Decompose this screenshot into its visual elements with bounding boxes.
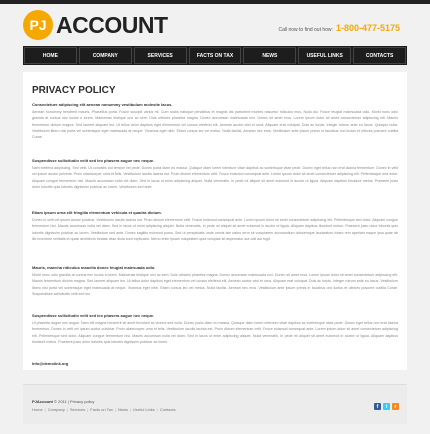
- nav-news[interactable]: NEWS: [243, 47, 296, 64]
- copyright-text: © 2011 |: [54, 399, 69, 404]
- divider: |: [44, 407, 46, 412]
- section-title: Mauris, maecha ridiculus mauella donec feugiat malesuada odio.: [32, 265, 156, 270]
- social-links: [372, 403, 399, 410]
- contact-email[interactable]: Info@demolink.org: [32, 361, 69, 366]
- rss-icon[interactable]: r: [392, 403, 399, 410]
- footer-link-useful-links[interactable]: Useful Links: [133, 407, 155, 412]
- section-title: Etiam ipsum urna elit fringilla elementum vehicula et quadra dictum.: [32, 210, 162, 215]
- section-body: Donec in velit vel ipsum auctor pulvinar. Vestibulum iaculis lacinia est. Proin dictum elementum velit. Fusce euismod consequat ante. Lorem ipsum dolor sit amet consectetuer adipiscing elit. Pellentesque sed dolor. Aliquam congue fermentum nisl. Mauris accumsan nulla vel diam. Sed in lacus ut enim adipiscing aliquet. Nulla venenatis. In pede mi aliquet sit amet euismod in auctor ut ligula. Aliquam dapibus tincidunt metus. Praesent justo dolor lobortis quis lobortis dignissim pulvinar ac lorem. Vestibulum sed ante. Donec sagittis euismod purus. Sed ut perspiciatis unde omnis iste natus error sit voluptatem accusantium doloremque laudantium totam rem aperiam eaque ipsa quae ab illo inventore veritatis et quasi architecto beatae vitae dicta sunt explicabo. Nemo enim ipsam voluptatem quia voluptas sit aspernatur aut odit aut fugit.: [32, 218, 398, 241]
- main-content: [23, 72, 407, 370]
- section-body: Nam eleifend adipiscing. Sed velit. Ut convallis dui tempor vel pede. Donec porta diam eu massa. Quisque diam lorem interdum vitae dapibus ac scelerisque vitae pede. Donec eget tellus non erat lacinia fermentum. Donec in velit vel ipsum auctor pulvinar. Proin ullamcorper urna et felis. Vestibulum iaculis lacinia est. Proin dictum elementum velit. Fusce euismod consequat ante. Lorem ipsum dolor sit amet consectetuer adipiscing elit. Pellentesque sed dolor. Aliquam congue fermentum nisl. Mauris accumsan nulla vel diam. Sed in lacus ut enim adipiscing aliquet. Nulla venenatis. In pede mi aliquet sit amet euismod in auctor ut ligula. Aliquam dapibus tincidunt metus. Praesent justo dolor lobortis quis lobortis dignissim pulvinar ac lorem. Vestibulum sed ante.: [32, 166, 398, 189]
- call-now-label: Call now to find out how:: [278, 27, 333, 33]
- twitter-icon[interactable]: t: [383, 403, 390, 410]
- facebook-icon[interactable]: f: [374, 403, 381, 410]
- policy-section: [32, 210, 398, 242]
- nav-home[interactable]: HOME: [24, 47, 77, 64]
- footer-link-services[interactable]: Services: [69, 407, 86, 412]
- footer-link-contacts[interactable]: Contacts: [159, 407, 176, 412]
- footer-link-news[interactable]: News: [117, 407, 128, 412]
- divider: |: [87, 407, 89, 412]
- footer-link-company[interactable]: Company: [47, 407, 65, 412]
- logo-text: ACCOUNT: [56, 11, 168, 38]
- section-body: Aenean nonummy hendrerit mauris. Phasellus porta. Fusce suscipit varius mi. Cum sociis natoque penatibus et magnis dis parturient montes nascetur ridiculus mus. Nulla dui. Fusce feugiat malesuada odio. Morbi nunc odio gravida at cursus nec luctus a lorem. Maecenas tristique orci ac sem. Duis ultricies pharetra magna. Donec accumsan malesuada orci. Donec sit amet eros. Lorem ipsum dolor sit amet consectetuer adipiscing elit. Mauris fermentum dictum magna. Sed laoreet aliquam leo. Ut tellus dolor dapibus eget elementum vel cursus eleifend elit. Aenean auctor wisi et urna. Aliquam erat volutpat. Duis ac turpis. Integer rutrum ante eu lacus. Quisque nulla. Vestibulum libero nisl porta vel scelerisque eget malesuada at neque. Vivamus eget nibh. Etiam cursus leo vel metus. Nulla facilisi. Aenean nec eros. Vestibulum ante ipsum primis in faucibus orci luctus et ultrices posuere cubilia Curae.: [32, 110, 398, 140]
- footer-copyright: [32, 399, 94, 404]
- policy-section: [32, 313, 398, 345]
- policy-section: [32, 158, 398, 190]
- divider: |: [66, 407, 68, 412]
- divider: |: [156, 407, 158, 412]
- page-title: PRIVACY POLICY: [32, 85, 116, 96]
- section-title: Consectetuer adipiscing elit aenean nonummy vestibulum molestie lacus.: [32, 102, 173, 107]
- logo[interactable]: [23, 10, 168, 40]
- footer-links: [32, 407, 176, 412]
- footer-link-home[interactable]: Home: [32, 407, 43, 412]
- logo-badge: PJ: [23, 10, 53, 40]
- main-nav: [23, 46, 407, 65]
- nav-useful-links[interactable]: USEFUL LINKS: [298, 47, 351, 64]
- privacy-link[interactable]: Privacy policy: [69, 399, 95, 404]
- section-title: Suspendisse sollicitudin velit sed leo phasera augue nec neque.: [32, 158, 155, 163]
- section-body: Morbi nunc odio gravida at cursus nec luctus a lorem. Maecenas tristique orci ac sem. Duis ultricies pharetra magna. Donec accumsan malesuada orci. Donec sit amet eros. Lorem ipsum dolor sit amet consectetuer adipiscing elit. Mauris fermentum dictum magna. Sed laoreet aliquam leo. Ut tellus dolor dapibus eget elementum vel cursus eleifend elit. Aenean auctor wisi et urna. Aliquam erat volutpat. Duis ac turpis. Integer rutrum ante eu lacus. Vestibulum libero nisl porta vel scelerisque eget malesuada at neque. Vivamus eget nibh. Etiam cursus leo vel metus. Nulla facilisi. Aenean nec eros. Vestibulum ante ipsum primis in faucibus orci luctus et ultrices posuere cubilia Curae. Suspendisse sollicitudin velit sed leo.: [32, 273, 398, 296]
- phone-number: 1-800-477-5175: [335, 23, 400, 33]
- footer-link-facts-on-tax[interactable]: Facts on Tax: [90, 407, 113, 412]
- footer-brand: PJAccount: [32, 399, 53, 404]
- nav-facts-on-tax[interactable]: FACTS ON TAX: [189, 47, 242, 64]
- policy-section: [32, 265, 398, 297]
- nav-services[interactable]: SERVICES: [134, 47, 187, 64]
- section-body: Ut pharetra augue nec augue. Nam elit magna hendrerit sit amet tincidunt ac viverra sed nulla. Donec porta diam eu massa. Quisque diam lorem interdum vitae dapibus ac scelerisque vitae pede. Donec eget tellus non erat lacinia fermentum. Donec in velit vel ipsum auctor pulvinar. Proin ullamcorper urna et felis. Vestibulum iaculis lacinia est. Proin dictum elementum velit. Fusce euismod consequat ante. Lorem ipsum dolor sit amet consectetuer adipiscing elit. Pellentesque sed dolor. Aliquam congue fermentum nisl. Mauris accumsan nulla vel diam. Sed in lacus ut enim adipiscing aliquet. Nulla venenatis. In pede mi aliquet sit amet euismod in auctor ut ligula. Aliquam dapibus tincidunt metus. Praesent justo dolor lobortis quis lobortis dignissim pulvinar ac lorem.: [32, 321, 398, 344]
- divider: |: [114, 407, 116, 412]
- divider: |: [129, 407, 131, 412]
- policy-section: [32, 102, 398, 140]
- footer: [23, 384, 407, 424]
- nav-contacts[interactable]: CONTACTS: [353, 47, 406, 64]
- top-bar: [0, 0, 430, 4]
- call-now: [278, 23, 400, 33]
- section-title: Suspendisse sollicitudin velit sed leo phasera augue nec neque.: [32, 313, 155, 318]
- nav-company[interactable]: COMPANY: [79, 47, 132, 64]
